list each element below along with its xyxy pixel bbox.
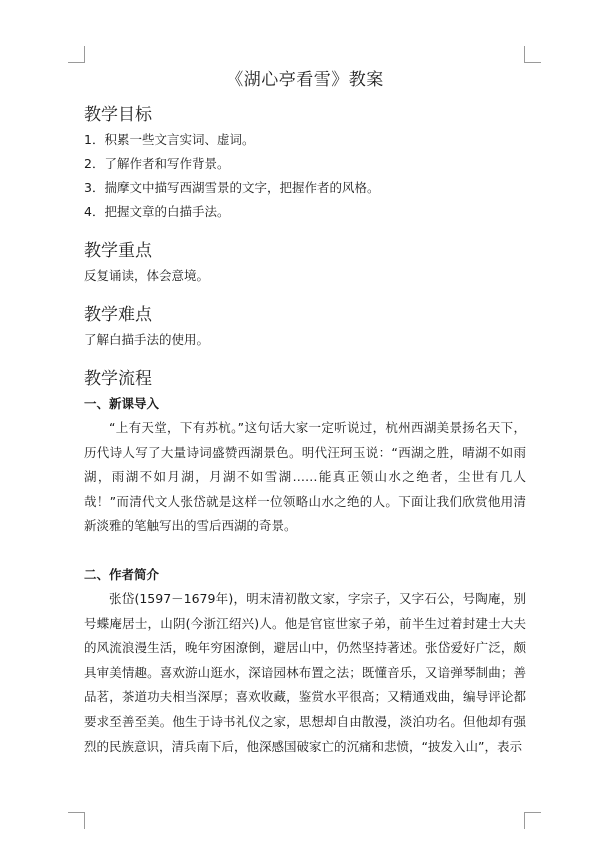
page-corner-mark bbox=[524, 46, 541, 63]
goal-item: 2．了解作者和写作背景。 bbox=[84, 156, 230, 171]
document-body bbox=[84, 66, 526, 759]
goal-item: 4．把握文章的白描手法。 bbox=[84, 204, 230, 219]
page-corner-mark bbox=[68, 812, 85, 829]
intro-paragraph: “上有天堂，下有苏杭。”这句话大家一定听说过，杭州西湖美景扬名天下，历代诗人写了大量诗词盛赞西湖景色。明代汪珂玉说：“西湖之胜，晴湖不如雨湖，雨湖不如月湖，月湖不如雪湖……能真正领山水之绝者，尘世有几人哉！”而清代文人张岱就是这样一位领略山水之绝的人。下面让我们欣赏他用清新淡雅的笔触写出的雪后西湖的奇景。 bbox=[84, 420, 526, 534]
difficulties-text: 了解白描手法的使用。 bbox=[84, 332, 210, 347]
section-heading-difficulties: 教学难点 bbox=[84, 305, 152, 325]
subheading-author: 二、作者简介 bbox=[84, 566, 160, 582]
section-heading-goals: 教学目标 bbox=[84, 105, 152, 125]
goal-item: 1．积累一些文言实词、虚词。 bbox=[84, 132, 255, 147]
goal-item: 3．揣摩文中描写西湖雪景的文字，把握作者的风格。 bbox=[84, 180, 380, 195]
document-title: 《湖心亭看雪》教案 bbox=[226, 70, 384, 90]
section-heading-process: 教学流程 bbox=[84, 369, 152, 389]
page-corner-mark bbox=[524, 812, 541, 829]
section-heading-key-points: 教学重点 bbox=[84, 241, 152, 261]
page-corner-mark bbox=[68, 46, 85, 63]
subheading-intro: 一、新课导入 bbox=[84, 396, 160, 411]
key-points-text: 反复诵读，体会意境。 bbox=[84, 268, 210, 283]
author-paragraph: 张岱(1597－1679年)，明末清初散文家，字宗子，又字石公，号陶庵，别号蝶庵居士，山阴(今浙江绍兴)人。他是官宦世家子弟，前半生过着封建士大夫的风流浪漫生活，晚年穷困潦倒，避居山中，仍然坚持著述。张岱爱好广泛，颇具审美情趣。喜欢游山逛水，深谙园林布置之法；既懂音乐，又谙弹琴制曲；善品茗，茶道功夫相当深厚；喜欢收藏，鉴赏水平很高；又精通戏曲，编导评论都要求至善至美。他生于诗书礼仪之家，思想却自由散漫，淡泊功名。但他却有强烈的民族意识，清兵南下后，他深感国破家亡的沉痛和悲愤，“披发入山”，表示 bbox=[84, 590, 526, 754]
